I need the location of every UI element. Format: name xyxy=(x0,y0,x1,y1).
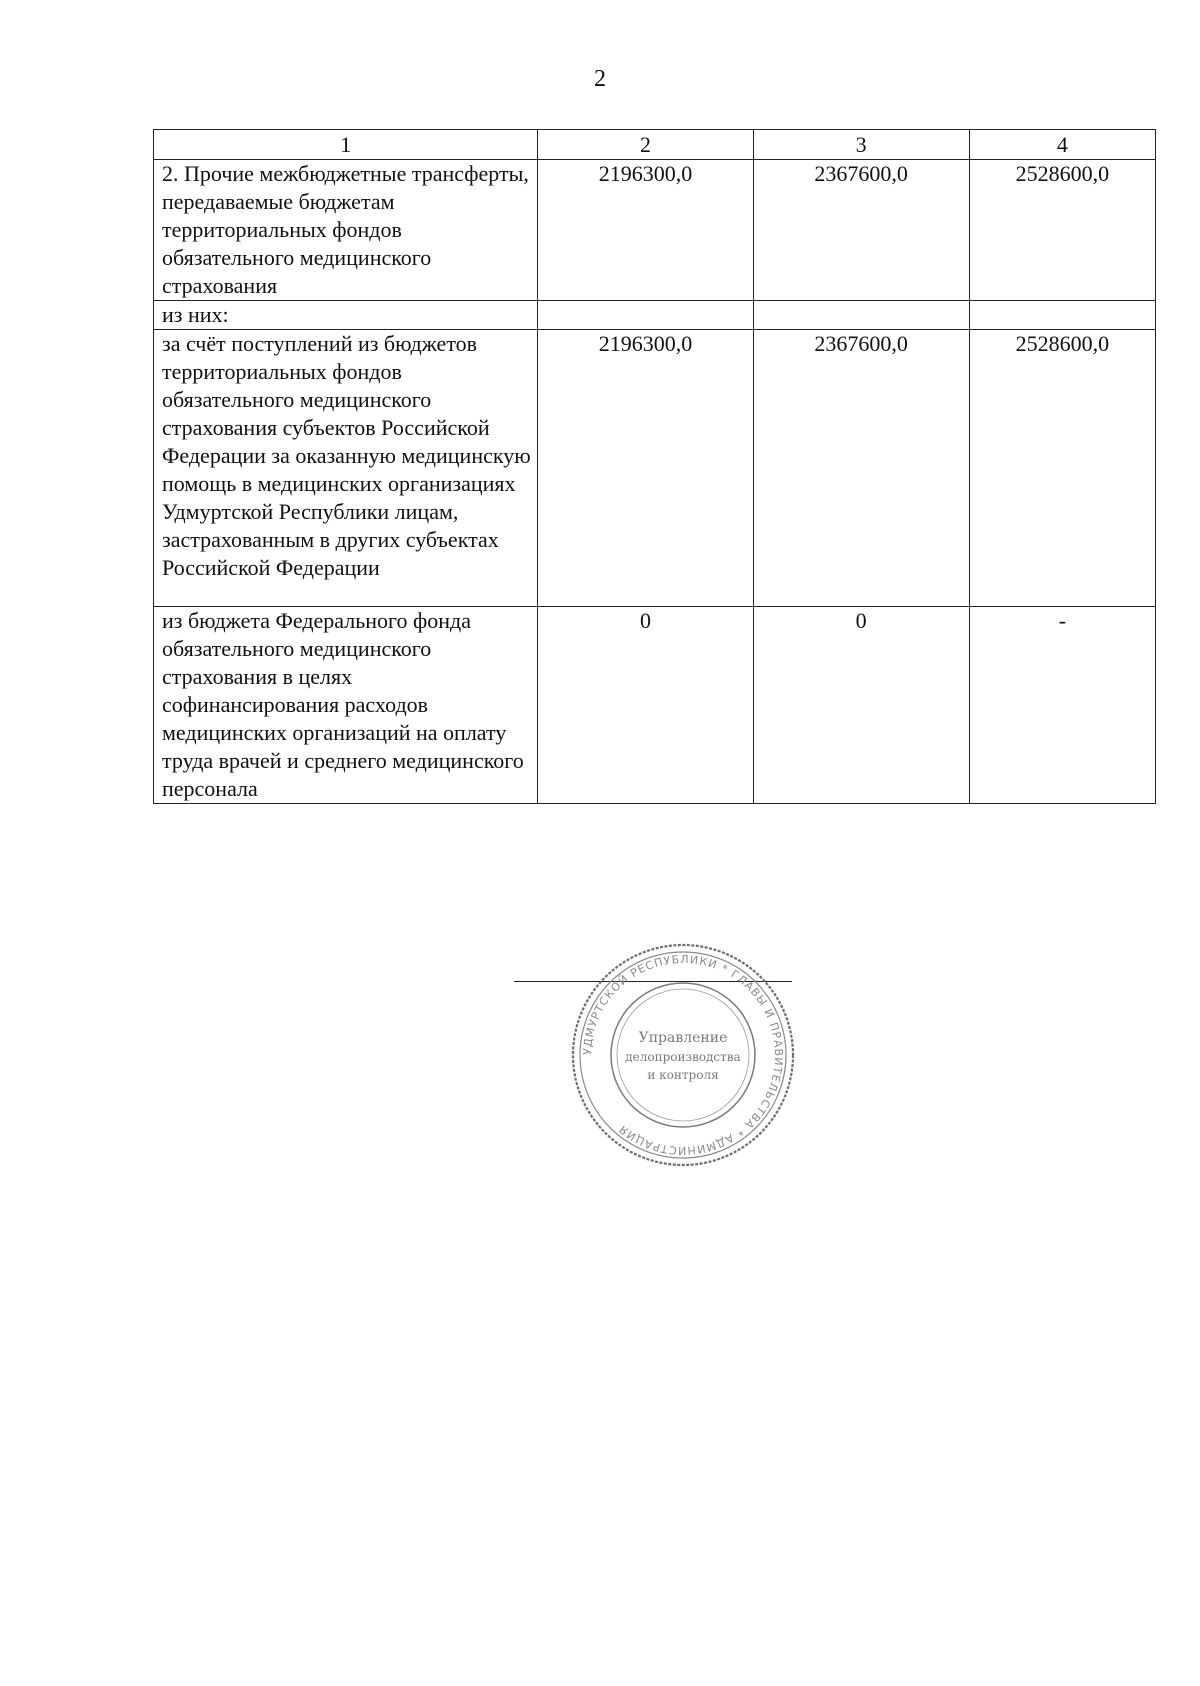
page-number: 2 xyxy=(594,66,606,92)
value-cell: 2367600,0 xyxy=(753,160,969,301)
value-cell: 2528600,0 xyxy=(969,160,1155,301)
row-label: из бюджета Федерального фонда обязательного медицинского страхования в целях софинансирования расходов медицинских организаций на оплату труда врачей и среднего медицинского персонала xyxy=(154,607,538,804)
column-header: 3 xyxy=(753,130,969,160)
seal-text-line3: и контроля xyxy=(647,1068,719,1082)
seal-text-line2: делопроизводства xyxy=(625,1050,741,1064)
value-cell: 0 xyxy=(538,607,753,804)
value-cell xyxy=(969,301,1155,330)
official-seal-stamp xyxy=(570,942,796,1168)
column-header: 2 xyxy=(538,130,753,160)
table-row xyxy=(154,607,1156,804)
column-header: 4 xyxy=(969,130,1155,160)
value-cell: 2528600,0 xyxy=(969,330,1155,607)
table-row xyxy=(154,160,1156,301)
value-cell: 2367600,0 xyxy=(753,330,969,607)
value-cell: - xyxy=(969,607,1155,804)
row-label: за счёт поступлений из бюджетов территориальных фондов обязательного медицинского страхования субъектов Российской Федерации за оказанную медицинскую помощь в медицинских организациях Удмуртской Республики лицам, застрахованным в других субъектах Российской Федерации xyxy=(154,330,538,607)
budget-table xyxy=(153,129,1156,804)
value-cell xyxy=(753,301,969,330)
row-label: 2. Прочие межбюджетные трансферты, передаваемые бюджетам территориальных фондов обязательного медицинского страхования xyxy=(154,160,538,301)
value-cell xyxy=(538,301,753,330)
value-cell: 2196300,0 xyxy=(538,330,753,607)
table-row xyxy=(154,301,1156,330)
table-row xyxy=(154,330,1156,607)
table-header-row xyxy=(154,130,1156,160)
column-header: 1 xyxy=(154,130,538,160)
row-label: из них: xyxy=(154,301,538,330)
value-cell: 0 xyxy=(753,607,969,804)
value-cell: 2196300,0 xyxy=(538,160,753,301)
seal-ring-text: УДМУРТСКОЙ РЕСПУБЛИКИ * ГЛАВЫ И ПРАВИТЕЛЬСТВА * АДМИНИСТРАЦИЯ xyxy=(580,952,786,1158)
seal-text-line1: Управление xyxy=(638,1030,728,1046)
